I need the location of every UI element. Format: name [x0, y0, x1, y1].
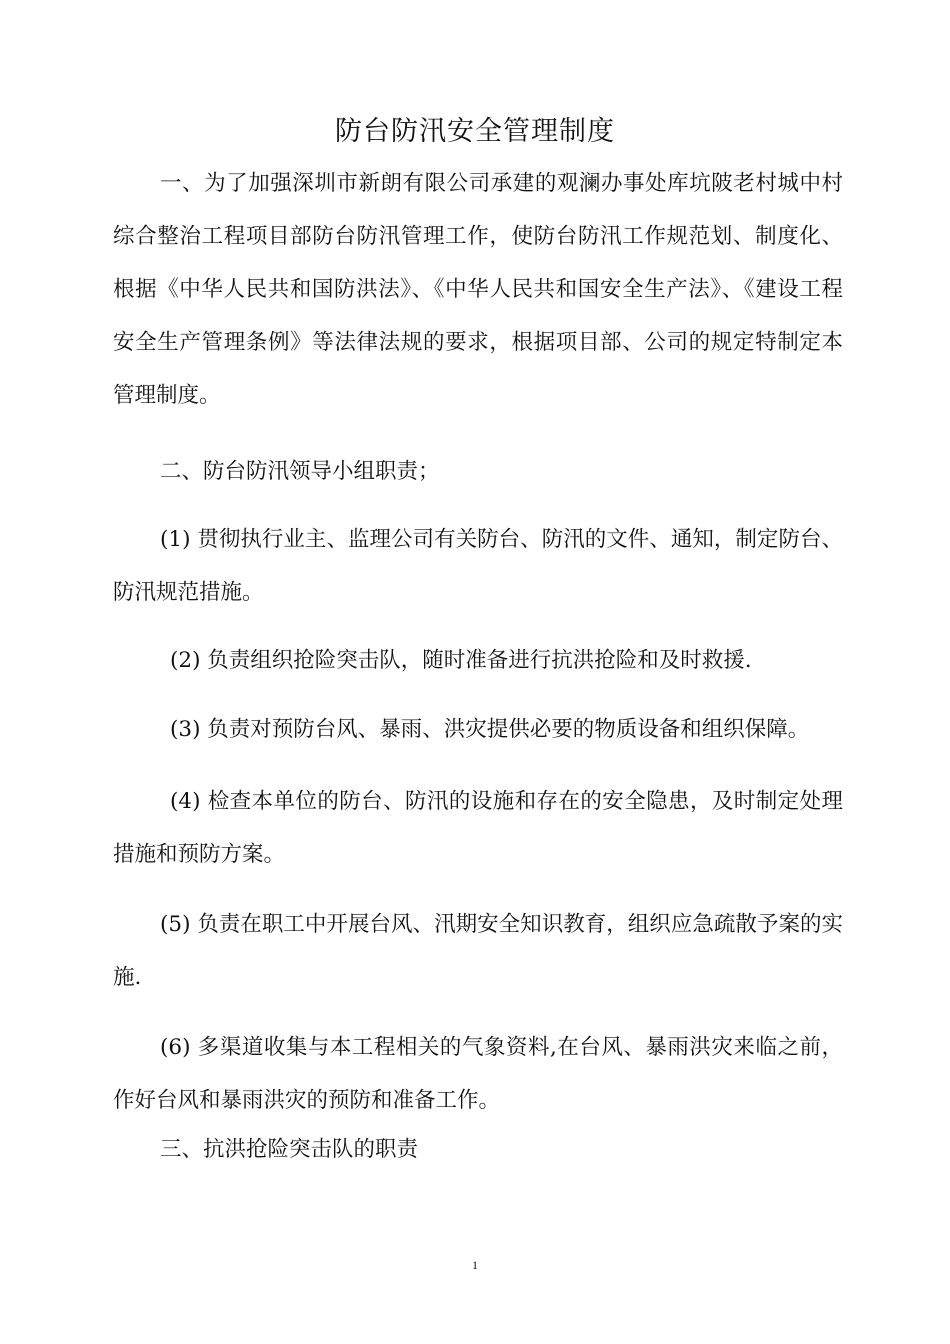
- paragraph-duty-6: (6) 多渠道收集与本工程相关的气象资料,在台风、暴雨洪灾来临之前，作好台风和暴雨洪灾的预防和准备工作。: [113, 1035, 843, 1113]
- page-title: 防台防汛安全管理制度: [335, 116, 615, 147]
- paragraph-duty-1: (1) 贯彻执行业主、监理公司有关防台、防汛的文件、通知，制定防台、防汛规范措施。: [113, 527, 843, 605]
- paragraph-duty-3: (3) 负责对预防台风、暴雨、洪灾提供必要的物质设备和组织保障。: [170, 717, 810, 742]
- paragraph-section-three-heading: 三、抗洪抢险突击队的职责: [160, 1137, 419, 1162]
- paragraph-duty-5: (5) 负责在职工中开展台风、汛期安全知识教育，组织应急疏散予案的实施.: [113, 912, 843, 990]
- paragraph-section-two-heading: 二、防台防汛领导小组职责；: [160, 459, 440, 484]
- paragraph-duty-4: (4) 检查本单位的防台、防汛的设施和存在的安全隐患，及时制定处理措施和预防方案。: [113, 789, 843, 867]
- paragraph-purpose: 一、为了加强深圳市新朗有限公司承建的观澜办事处库坑陂老村城中村综合整治工程项目部防台防汛管理工作，使防台防汛工作规范划、制度化、根据《中华人民共和国防洪法》、《中华人民共和国安全生产法》、《建设工程安全生产管理条例》等法律法规的要求，根据项目部、公司的规定特制定本管理制度。: [113, 171, 843, 408]
- paragraph-duty-2: (2) 负责组织抢险突击队，随时准备进行抗洪抢险和及时救援.: [170, 648, 752, 673]
- page-number: 1: [472, 1258, 478, 1272]
